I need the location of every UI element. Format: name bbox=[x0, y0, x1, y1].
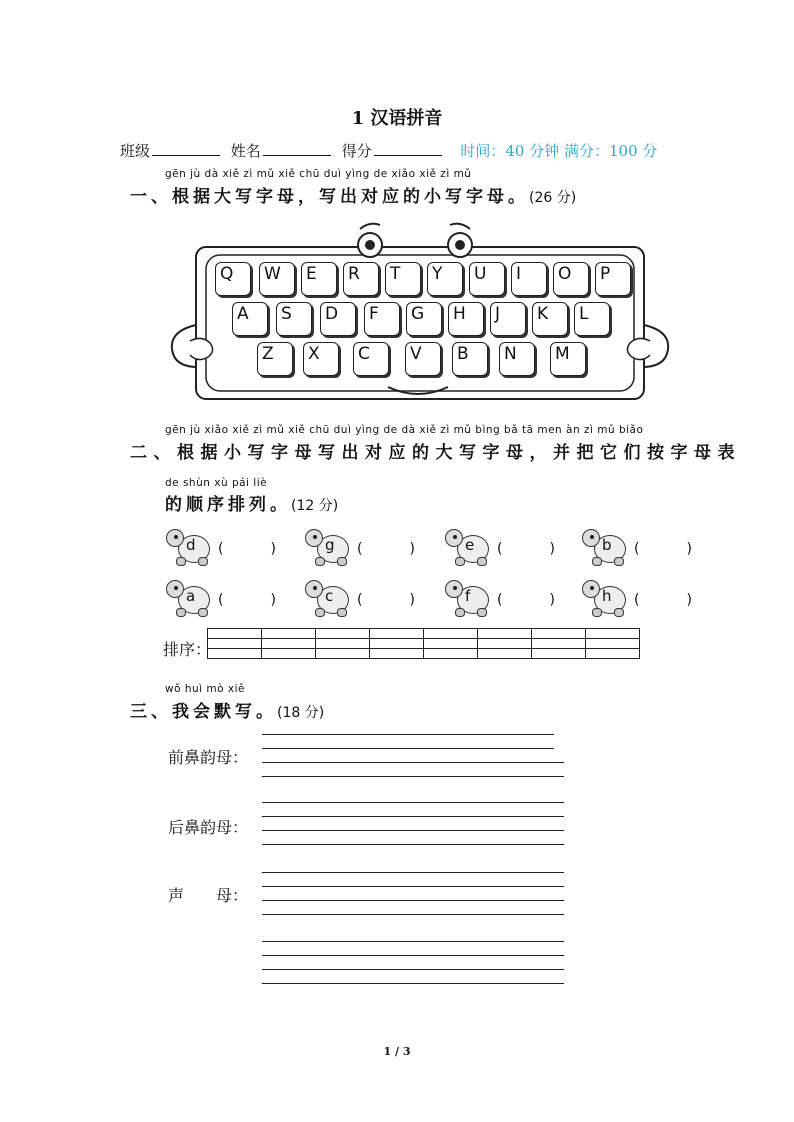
score-label: 得分 bbox=[341, 142, 372, 160]
order-label: 排序： bbox=[163, 640, 212, 659]
student-info-line bbox=[120, 140, 657, 161]
key-c: C bbox=[353, 342, 389, 376]
key-s: S bbox=[276, 302, 312, 336]
key-z: Z bbox=[257, 342, 293, 376]
turtle-c: c bbox=[303, 578, 351, 620]
q1-heading bbox=[130, 182, 576, 207]
back-nasal-writing-lines[interactable] bbox=[262, 802, 564, 845]
turtle-h: h bbox=[580, 578, 628, 620]
answer-blank-d[interactable]: ( ) bbox=[218, 541, 276, 557]
turtle-g: g bbox=[303, 527, 351, 569]
q3-heading bbox=[130, 697, 324, 722]
key-a: A bbox=[232, 302, 268, 336]
turtle-f: f bbox=[443, 578, 491, 620]
key-h: H bbox=[448, 302, 484, 336]
answer-blank-e[interactable]: ( ) bbox=[497, 541, 555, 557]
key-u: U bbox=[469, 262, 505, 296]
initials-label: 声 母： bbox=[168, 886, 249, 905]
key-f: F bbox=[364, 302, 400, 336]
answer-blank-a[interactable]: ( ) bbox=[218, 592, 276, 608]
q2-text-2: 的顺序排列。 bbox=[165, 495, 291, 515]
key-q: Q bbox=[215, 262, 251, 296]
key-v: V bbox=[405, 342, 441, 376]
answer-blank-c[interactable]: ( ) bbox=[357, 592, 415, 608]
back-nasal-label: 后鼻韵母： bbox=[168, 818, 249, 837]
page-number: 1 / 3 bbox=[383, 1045, 411, 1058]
q1-score: (26 分) bbox=[529, 190, 577, 206]
key-t: T bbox=[385, 262, 421, 296]
key-g: G bbox=[406, 302, 442, 336]
key-m: M bbox=[550, 342, 586, 376]
key-d: D bbox=[320, 302, 356, 336]
key-e: E bbox=[301, 262, 337, 296]
class-blank[interactable] bbox=[152, 141, 220, 156]
key-p: P bbox=[595, 262, 631, 296]
order-writing-grid[interactable] bbox=[207, 628, 640, 659]
key-i: I bbox=[511, 262, 547, 296]
q1-pinyin: gēn jù dà xiě zì mǔ xiě chū duì yìng de xiǎo xiě zì mǔ bbox=[165, 168, 472, 180]
front-nasal-label: 前鼻韵母： bbox=[168, 748, 249, 767]
keyboard-illustration bbox=[160, 215, 680, 405]
key-n: N bbox=[499, 342, 535, 376]
q2-text-1: 二、根据小写字母写出对应的大写字母，并把它们按字母表 bbox=[130, 443, 741, 463]
name-label: 姓名 bbox=[230, 142, 261, 160]
answer-blank-g[interactable]: ( ) bbox=[357, 541, 415, 557]
q2-pinyin-1: gēn jù xiǎo xiě zì mǔ xiě chū duì yìng de dà xiě zì mǔ bìng bǎ tā men àn zì mǔ biǎo bbox=[165, 424, 644, 436]
q2-heading-2 bbox=[165, 490, 338, 515]
q3-text: 三、我会默写。 bbox=[130, 702, 277, 722]
key-r: R bbox=[343, 262, 379, 296]
turtle-e: e bbox=[443, 527, 491, 569]
q2-score: (12 分) bbox=[291, 498, 339, 514]
q2-pinyin-2: de shùn xù pái liè bbox=[165, 477, 268, 489]
turtle-a: a bbox=[164, 578, 212, 620]
key-y: Y bbox=[427, 262, 463, 296]
initials-writing-lines[interactable] bbox=[262, 872, 564, 915]
key-w: W bbox=[259, 262, 295, 296]
key-k: K bbox=[532, 302, 568, 336]
class-label: 班级 bbox=[120, 142, 151, 160]
q3-score: (18 分) bbox=[277, 705, 325, 721]
turtle-d: d bbox=[164, 527, 212, 569]
initials-writing-lines-2[interactable] bbox=[262, 941, 564, 984]
time-score-info: 时间：40 分钟 满分：100 分 bbox=[460, 142, 658, 160]
key-j: J bbox=[490, 302, 526, 336]
answer-blank-b[interactable]: ( ) bbox=[634, 541, 692, 557]
page-title: 1 汉语拼音 bbox=[351, 108, 443, 129]
score-blank[interactable] bbox=[374, 141, 442, 156]
name-blank[interactable] bbox=[263, 141, 331, 156]
key-l: L bbox=[574, 302, 610, 336]
answer-blank-h[interactable]: ( ) bbox=[634, 592, 692, 608]
front-nasal-writing-lines[interactable] bbox=[262, 734, 564, 777]
key-x: X bbox=[303, 342, 339, 376]
q3-pinyin: wǒ huì mò xiě bbox=[165, 683, 245, 695]
turtle-b: b bbox=[580, 527, 628, 569]
key-o: O bbox=[553, 262, 589, 296]
q1-text: 一、根据大写字母，写出对应的小写字母。 bbox=[130, 187, 529, 207]
answer-blank-f[interactable]: ( ) bbox=[497, 592, 555, 608]
key-b: B bbox=[452, 342, 488, 376]
